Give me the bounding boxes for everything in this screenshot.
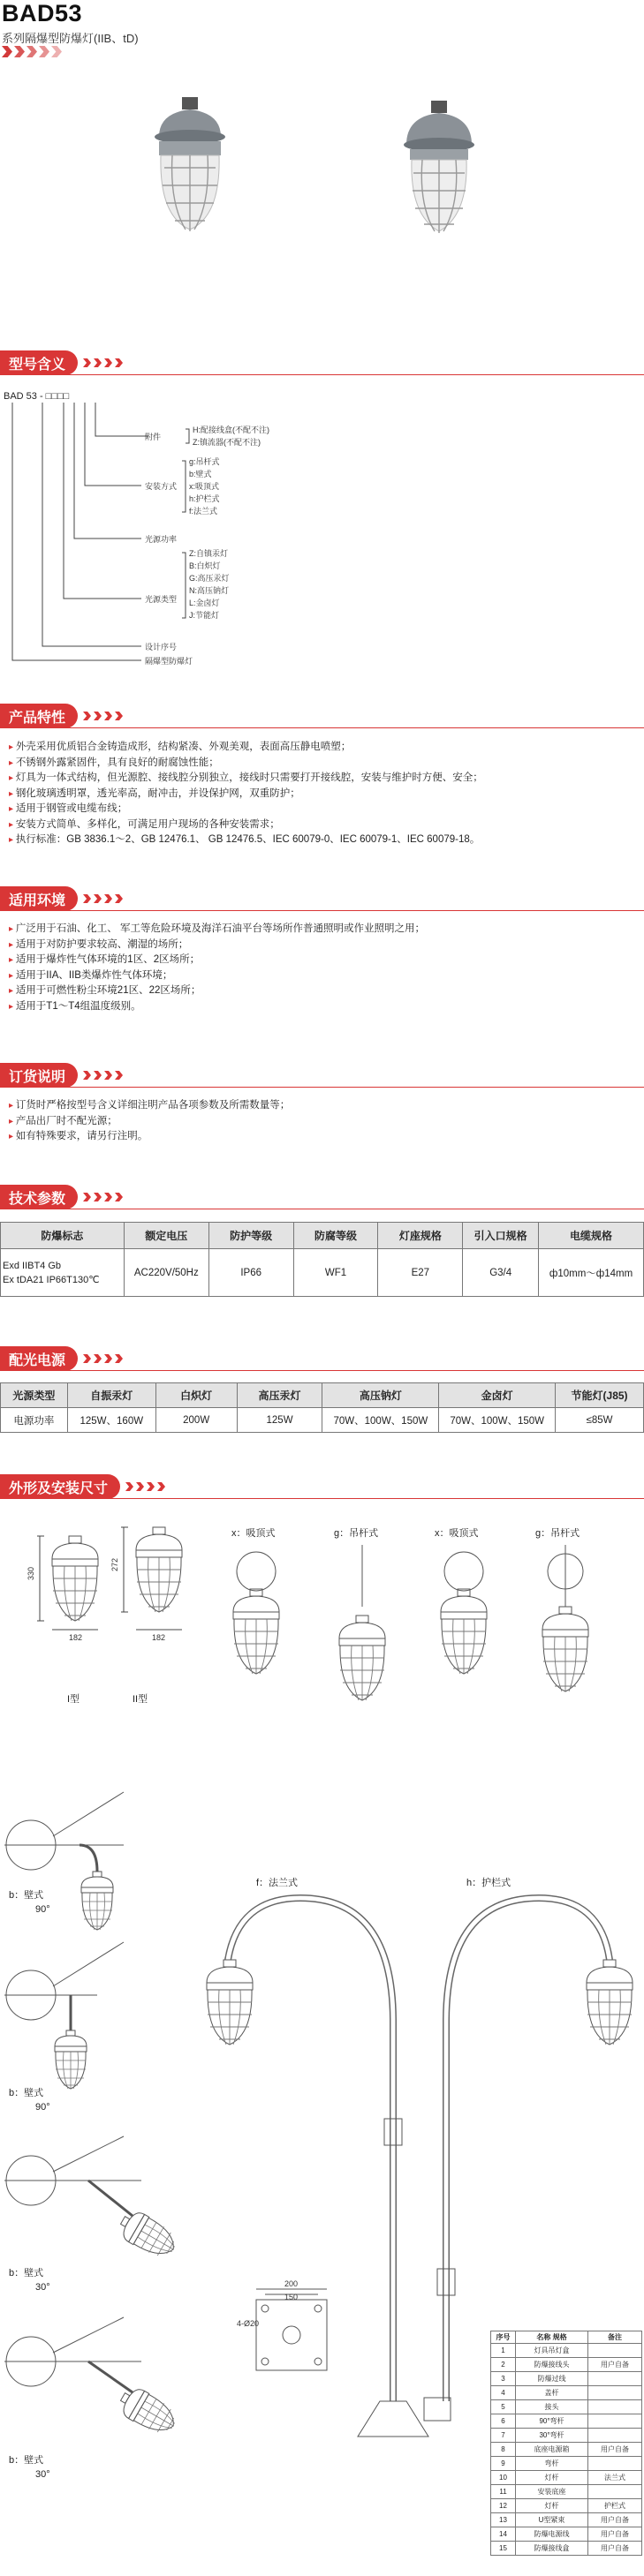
features-list bbox=[9, 740, 483, 848]
list-item: ▸ 适用于IIA、IIB类爆炸性气体环境； bbox=[9, 968, 425, 984]
table-header-row bbox=[1, 1223, 644, 1249]
table-cell: 9 bbox=[491, 2457, 516, 2471]
table-cell bbox=[588, 2414, 642, 2429]
list-item: ▸ 适用于可燃性粉尘环境21区、22区场所； bbox=[9, 983, 425, 999]
table-cell: 200W bbox=[155, 1408, 237, 1433]
table-cell: 70W、100W、150W bbox=[439, 1408, 556, 1433]
table-row bbox=[491, 2471, 642, 2485]
table-cell: 11 bbox=[491, 2485, 516, 2499]
table-cell: ф10mm～ф14mm bbox=[539, 1249, 644, 1297]
product-photo-lamp-1 bbox=[133, 97, 247, 238]
table-cell: 法兰式 bbox=[588, 2471, 642, 2485]
section-title: 产品特性 bbox=[0, 704, 78, 728]
table-row bbox=[491, 2499, 642, 2513]
table-cell: U型紧束 bbox=[516, 2513, 588, 2527]
column-header: 防爆标志 bbox=[1, 1223, 125, 1249]
table-row bbox=[491, 2443, 642, 2457]
table-cell bbox=[588, 2386, 642, 2400]
table-cell: 防爆电源线 bbox=[516, 2527, 588, 2542]
mount-option: f:法兰式 bbox=[189, 507, 218, 516]
table-cell: 灯杆 bbox=[516, 2499, 588, 2513]
mount-option: h:护栏式 bbox=[189, 494, 220, 503]
table-cell: 防爆接线盒 bbox=[516, 2542, 588, 2556]
angle-label: 90° bbox=[35, 1904, 50, 1915]
column-header: 电缆规格 bbox=[539, 1223, 644, 1249]
section-header-model bbox=[0, 350, 123, 375]
table-cell: G3/4 bbox=[463, 1249, 539, 1297]
list-item: ▸ 外壳采用优质铝合金铸造成形，结构紧凑、外观美观，表面高压静电喷塑； bbox=[9, 740, 483, 756]
table-cell: 底座电源箱 bbox=[516, 2443, 588, 2457]
label-lamp-type: 光源类型 bbox=[145, 595, 178, 604]
section-title: 外形及安装尺寸 bbox=[0, 1474, 120, 1499]
ex-mark-gas: Exd IIBT4 Gb bbox=[3, 1260, 62, 1271]
divider bbox=[0, 910, 644, 911]
table-row bbox=[1, 1408, 644, 1433]
table-cell: 10 bbox=[491, 2471, 516, 2485]
table-cell: 盖杆 bbox=[516, 2386, 588, 2400]
table-cell: 6 bbox=[491, 2414, 516, 2429]
table-cell: 14 bbox=[491, 2527, 516, 2542]
table-cell bbox=[1, 1249, 125, 1297]
type-1-label: I型 bbox=[67, 1694, 80, 1705]
arrow-icon bbox=[2, 46, 12, 57]
table-cell: 15 bbox=[491, 2542, 516, 2556]
annex-option: H:配接线盒(不配不注) bbox=[193, 426, 269, 434]
dim-width-1: 182 bbox=[69, 1633, 83, 1642]
mount-f-label: f：法兰式 bbox=[256, 1878, 299, 1888]
tech-table bbox=[0, 1222, 644, 1297]
lamp-option: B:白炽灯 bbox=[189, 561, 221, 570]
table-cell: 用户自备 bbox=[588, 2542, 642, 2556]
table-row bbox=[491, 2372, 642, 2386]
section-header-features bbox=[0, 704, 123, 728]
label-mount: 安装方式 bbox=[145, 482, 178, 491]
list-item: ▸ 执行标准：GB 3836.1～2、GB 12476.1、 GB 12476.5、IEC 60079-0、IEC 60079-1、IEC 60079-18。 bbox=[9, 832, 483, 848]
column-header: 备注 bbox=[588, 2331, 642, 2344]
table-cell: 90°弯杆 bbox=[516, 2414, 588, 2429]
page-subtitle: 系列隔爆型防爆灯(IIB、tD) bbox=[2, 32, 139, 45]
table-header-row bbox=[491, 2331, 642, 2344]
angle-label: 30° bbox=[35, 2469, 50, 2480]
mount-g-label: g：吊杆式 bbox=[334, 1528, 379, 1539]
table-cell: E27 bbox=[378, 1249, 463, 1297]
power-table bbox=[0, 1382, 644, 1433]
divider bbox=[0, 727, 644, 728]
table-cell: 12 bbox=[491, 2499, 516, 2513]
table-cell: 7 bbox=[491, 2429, 516, 2443]
list-item: ▸ 适用于对防护要求较高、潮湿的场所； bbox=[9, 938, 425, 953]
table-cell: 用户自备 bbox=[588, 2527, 642, 2542]
table-row bbox=[1, 1249, 644, 1297]
lamp-option: L:金卤灯 bbox=[189, 599, 220, 607]
divider bbox=[0, 374, 644, 375]
column-header: 高压汞灯 bbox=[237, 1383, 322, 1408]
table-row bbox=[491, 2457, 642, 2471]
table-cell: 4 bbox=[491, 2386, 516, 2400]
ordering-list bbox=[9, 1098, 290, 1145]
divider bbox=[0, 1087, 644, 1088]
arrow-icon bbox=[39, 46, 49, 57]
table-cell bbox=[588, 2485, 642, 2499]
column-header: 灯座规格 bbox=[378, 1223, 463, 1249]
table-cell: WF1 bbox=[293, 1249, 378, 1297]
table-row bbox=[491, 2429, 642, 2443]
column-header: 防腐等级 bbox=[293, 1223, 378, 1249]
divider bbox=[0, 1370, 644, 1371]
section-header-power bbox=[0, 1346, 123, 1371]
table-cell: 5 bbox=[491, 2400, 516, 2414]
column-header: 光源类型 bbox=[1, 1383, 68, 1408]
mount-option: b:壁式 bbox=[189, 470, 212, 478]
table-cell: 70W、100W、150W bbox=[322, 1408, 439, 1433]
section-title: 订货说明 bbox=[0, 1063, 78, 1088]
table-cell: 用户自备 bbox=[588, 2513, 642, 2527]
section-header-dimensions bbox=[0, 1474, 165, 1499]
environment-list bbox=[9, 922, 425, 1014]
table-row bbox=[491, 2414, 642, 2429]
list-item: ▸ 订货时严格按型号含义详细注明产品各项参数及所需数量等； bbox=[9, 1098, 290, 1114]
table-row bbox=[491, 2344, 642, 2358]
table-cell bbox=[588, 2372, 642, 2386]
parts-table bbox=[490, 2331, 642, 2556]
lamp-option: N:高压钠灯 bbox=[189, 586, 230, 595]
column-header: 序号 bbox=[491, 2331, 516, 2344]
list-item: ▸ 适用于T1～T4组温度级别。 bbox=[9, 999, 425, 1015]
lamp-option: J:节能灯 bbox=[189, 611, 220, 620]
mount-g-label-2: g：吊杆式 bbox=[535, 1528, 580, 1539]
section-title: 技术参数 bbox=[0, 1185, 78, 1209]
column-header: 白炽灯 bbox=[155, 1383, 237, 1408]
ex-mark-dust: Ex tDA21 IP66T130℃ bbox=[3, 1274, 100, 1285]
table-cell: 用户自备 bbox=[588, 2443, 642, 2457]
list-item: ▸ 如有特殊要求，请另行注明。 bbox=[9, 1129, 290, 1145]
angle-label: 90° bbox=[35, 2102, 50, 2113]
list-item: ▸ 灯具为一体式结构，但光源腔、接线腔分别独立，接线时只需要打开接线腔，安装与维护时方便、安全； bbox=[9, 771, 483, 787]
annex-option: Z:镇流器(不配不注) bbox=[193, 438, 261, 447]
plate-hole-label: 4-Ø20 bbox=[237, 2319, 260, 2328]
lamp-type-1-drawing bbox=[52, 1536, 98, 1621]
lamp-option: Z:自镇汞灯 bbox=[189, 549, 228, 558]
section-header-tech bbox=[0, 1185, 123, 1209]
lamp-option: G:高压汞灯 bbox=[189, 574, 230, 583]
table-cell: 30°弯杆 bbox=[516, 2429, 588, 2443]
label-power: 光源功率 bbox=[145, 535, 178, 544]
mount-option: x:吸顶式 bbox=[189, 482, 220, 491]
table-cell: 13 bbox=[491, 2513, 516, 2527]
mount-option: g:吊杆式 bbox=[189, 457, 220, 466]
table-cell: 灯具吊灯盒 bbox=[516, 2344, 588, 2358]
table-row bbox=[491, 2400, 642, 2414]
table-cell: 8 bbox=[491, 2443, 516, 2457]
table-cell: 护栏式 bbox=[588, 2499, 642, 2513]
section-title: 型号含义 bbox=[0, 350, 78, 375]
list-item: ▸ 适用于钢管或电缆布线； bbox=[9, 802, 483, 817]
table-cell: 电源功率 bbox=[1, 1408, 68, 1433]
plate-dim-150: 150 bbox=[284, 2293, 299, 2301]
table-cell: 1 bbox=[491, 2344, 516, 2358]
mount-x-label-2: x：吸顶式 bbox=[435, 1528, 479, 1539]
list-item: ▸ 钢化玻璃透明罩，透光率高，耐冲击，并设保护网，双重防护； bbox=[9, 787, 483, 802]
list-item: ▸ 适用于爆炸性气体环境的1区、2区场所； bbox=[9, 953, 425, 968]
wall-mount-label: b：壁式 bbox=[9, 1890, 44, 1901]
list-item: ▸ 产品出厂时不配光源； bbox=[9, 1114, 290, 1130]
table-row bbox=[491, 2386, 642, 2400]
product-photo-lamp-2 bbox=[382, 101, 496, 242]
table-cell: 弯杆 bbox=[516, 2457, 588, 2471]
column-header: 引入口规格 bbox=[463, 1223, 539, 1249]
mount-x-label: x：吸顶式 bbox=[231, 1528, 276, 1539]
table-cell: 125W、160W bbox=[67, 1408, 155, 1433]
table-cell bbox=[588, 2344, 642, 2358]
table-cell: IP66 bbox=[208, 1249, 293, 1297]
table-row bbox=[491, 2527, 642, 2542]
dim-height-2: 272 bbox=[110, 1557, 119, 1571]
mount-h-label: h：护栏式 bbox=[466, 1878, 511, 1888]
column-header: 节能灯(J85) bbox=[556, 1383, 644, 1408]
dim-height-1: 330 bbox=[27, 1566, 35, 1580]
plate-dim-200: 200 bbox=[284, 2279, 299, 2288]
table-row bbox=[491, 2513, 642, 2527]
table-row bbox=[491, 2485, 642, 2499]
column-header: 额定电压 bbox=[124, 1223, 208, 1249]
wall-mount-label: b：壁式 bbox=[9, 2268, 44, 2278]
arrow-icon bbox=[27, 46, 37, 57]
label-annex: 附件 bbox=[145, 433, 162, 441]
table-cell: 灯杆 bbox=[516, 2471, 588, 2485]
decorative-arrows bbox=[2, 46, 62, 57]
divider bbox=[0, 1498, 644, 1499]
arrow-icon bbox=[14, 46, 25, 57]
table-row bbox=[491, 2542, 642, 2556]
model-code: BAD 53 - □□□□ bbox=[4, 391, 70, 402]
table-cell: 3 bbox=[491, 2372, 516, 2386]
table-cell: ≤85W bbox=[556, 1408, 644, 1433]
list-item: ▸ 广泛用于石油、化工、 军工等危险环境及海洋石油平台等场所作普通照明或作业照明之用； bbox=[9, 922, 425, 938]
angle-label: 30° bbox=[35, 2282, 50, 2293]
label-design: 设计序号 bbox=[145, 643, 178, 652]
column-header: 高压钠灯 bbox=[322, 1383, 439, 1408]
table-cell: 接头 bbox=[516, 2400, 588, 2414]
wall-mount-label: b：壁式 bbox=[9, 2088, 44, 2098]
table-row bbox=[491, 2358, 642, 2372]
column-header: 金卤灯 bbox=[439, 1383, 556, 1408]
list-item: ▸ 安装方式简单、多样化，可满足用户现场的各种安装需求； bbox=[9, 817, 483, 833]
dim-width-2: 182 bbox=[152, 1633, 166, 1642]
table-cell: 用户自备 bbox=[588, 2358, 642, 2372]
model-code-diagram bbox=[0, 380, 644, 671]
table-header-row bbox=[1, 1383, 644, 1408]
type-2-label: II型 bbox=[133, 1694, 148, 1705]
table-cell bbox=[588, 2429, 642, 2443]
column-header: 名称 规格 bbox=[516, 2331, 588, 2344]
lamp-type-2-drawing bbox=[136, 1527, 182, 1612]
table-cell: 防爆接线头 bbox=[516, 2358, 588, 2372]
section-header-environment bbox=[0, 886, 123, 911]
list-item: ▸ 不锈钢外露紧固件，具有良好的耐腐蚀性能； bbox=[9, 756, 483, 772]
column-header: 防护等级 bbox=[208, 1223, 293, 1249]
table-cell bbox=[588, 2400, 642, 2414]
table-cell: 2 bbox=[491, 2358, 516, 2372]
table-cell: AC220V/50Hz bbox=[124, 1249, 208, 1297]
arrow-icon bbox=[51, 46, 62, 57]
table-cell: 125W bbox=[237, 1408, 322, 1433]
page-title: BAD53 bbox=[2, 0, 83, 26]
label-product: 隔爆型防爆灯 bbox=[145, 657, 193, 666]
wall-mount-label: b：壁式 bbox=[9, 2455, 44, 2466]
table-cell: 安装底座 bbox=[516, 2485, 588, 2499]
table-cell bbox=[588, 2457, 642, 2471]
table-cell: 防爆过线 bbox=[516, 2372, 588, 2386]
section-title: 配光电源 bbox=[0, 1346, 78, 1371]
column-header: 自振汞灯 bbox=[67, 1383, 155, 1408]
section-title: 适用环境 bbox=[0, 886, 78, 911]
section-header-ordering bbox=[0, 1063, 123, 1088]
